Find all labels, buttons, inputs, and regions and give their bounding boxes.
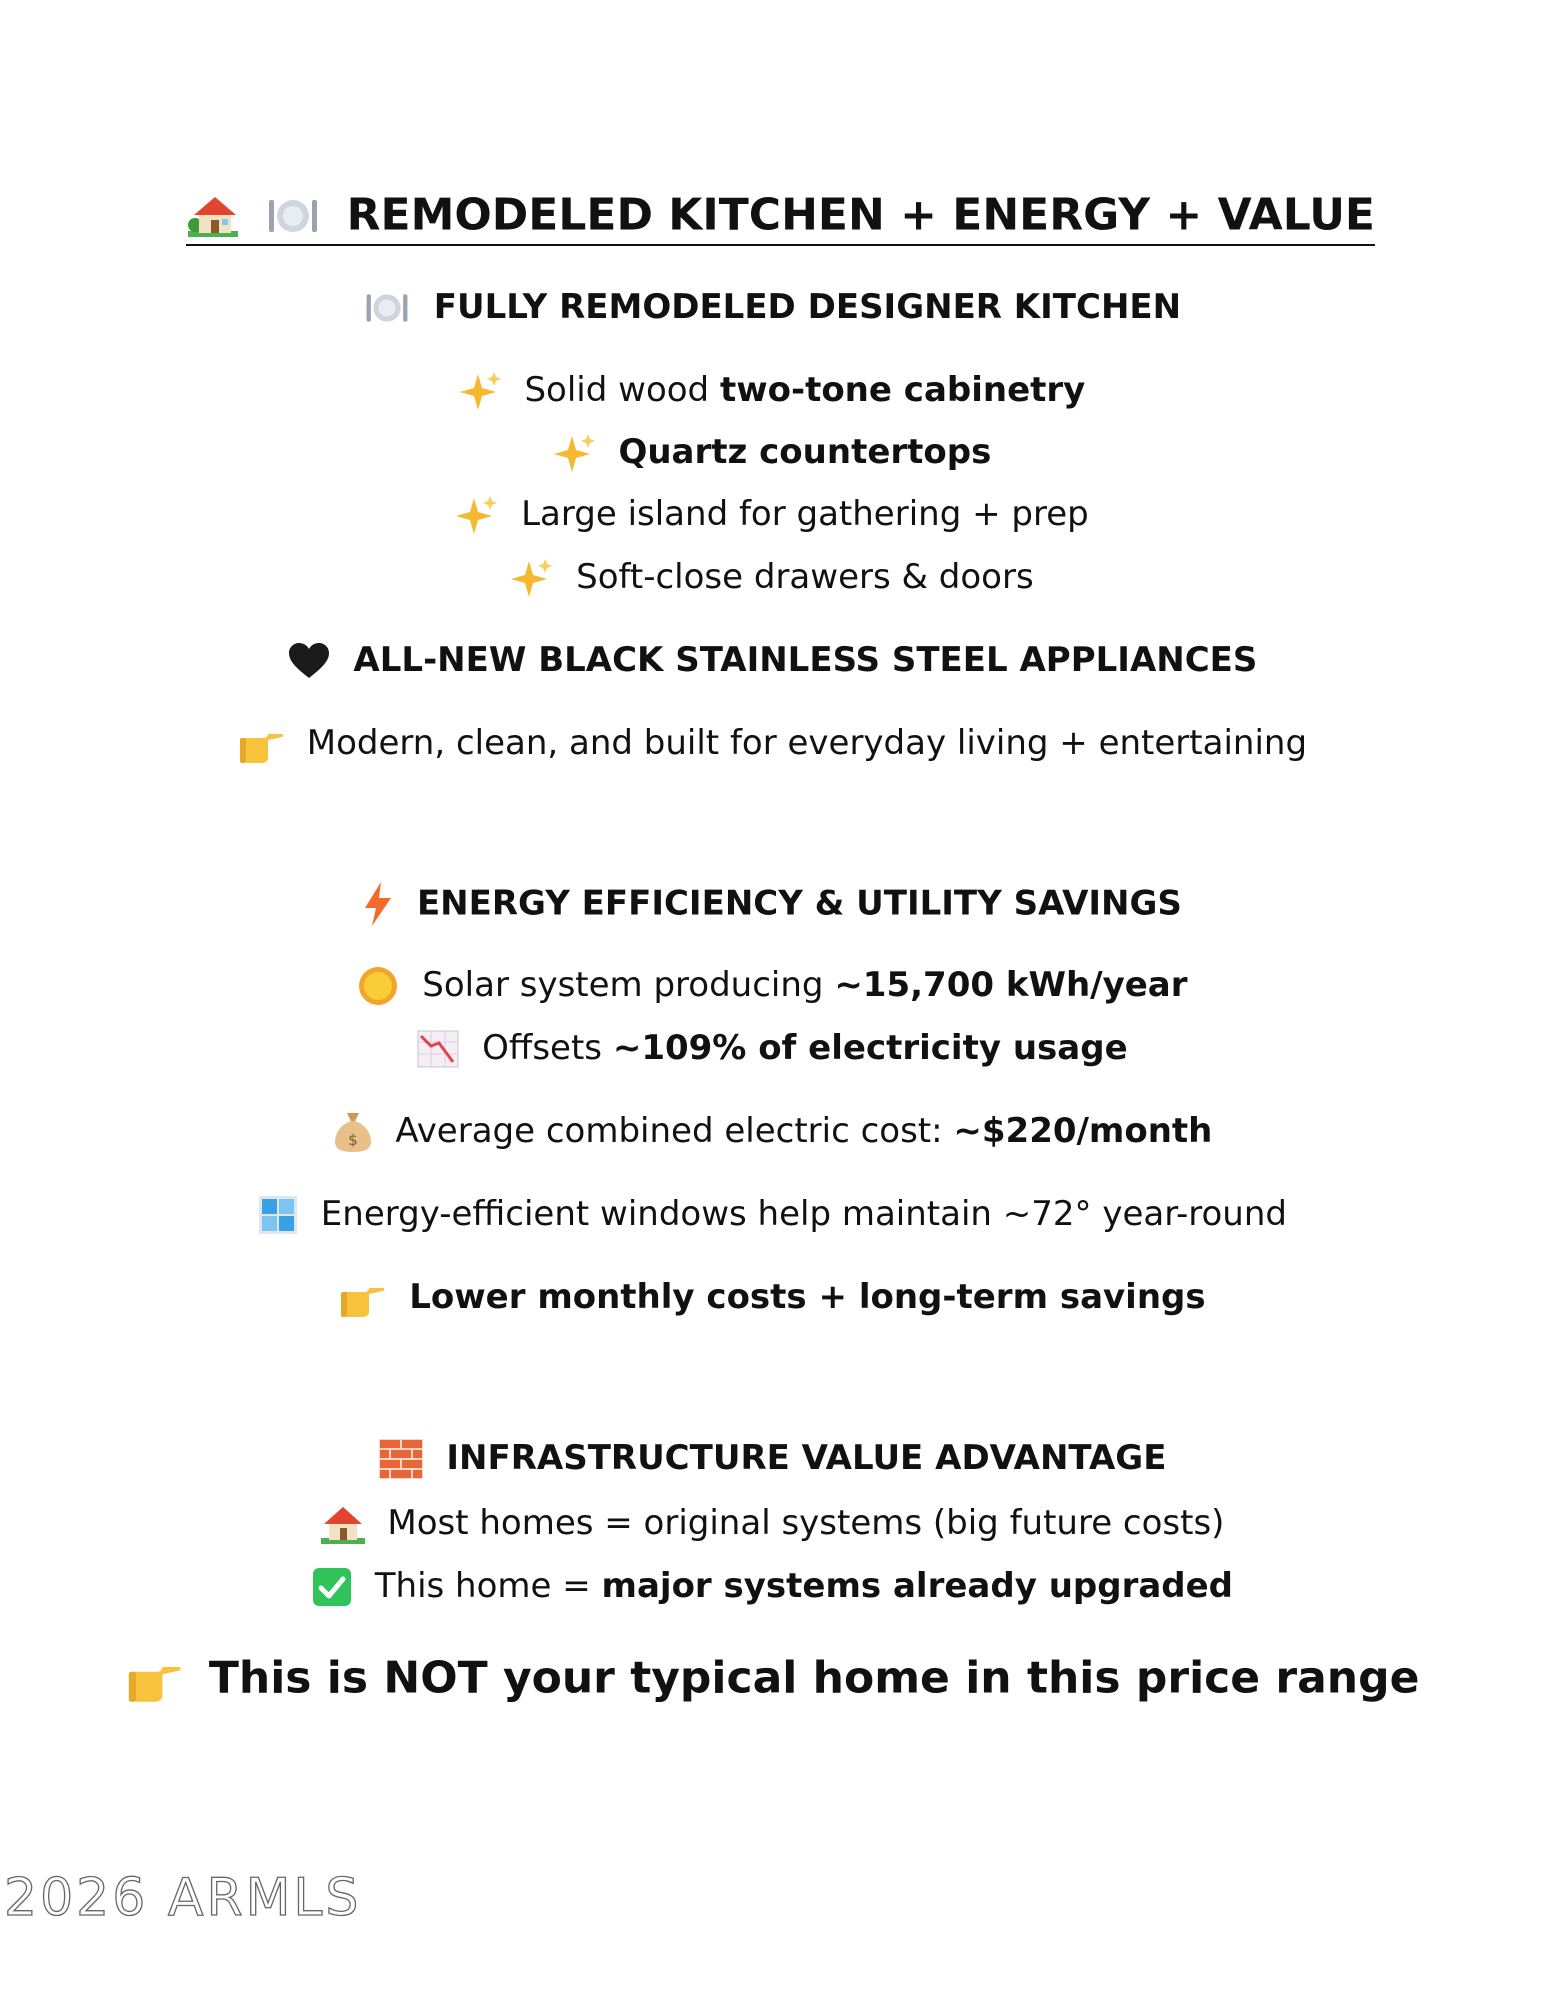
house-icon <box>186 193 240 239</box>
infrastructure-heading-text: INFRASTRUCTURE VALUE ADVANTAGE <box>446 1438 1167 1479</box>
sparkles-icon <box>460 370 502 412</box>
svg-text:$: $ <box>347 1130 358 1149</box>
page-title <box>186 188 1375 246</box>
item-bold: ~109% of electricity usage <box>612 1028 1128 1069</box>
closing-statement <box>0 1651 1545 1705</box>
list-item <box>0 1502 1545 1544</box>
item-plain: Large island for gathering + prep <box>521 494 1089 535</box>
closing-text: This is NOT your typical home in this price range <box>208 1652 1420 1704</box>
title-text: REMODELED KITCHEN + ENERGY + VALUE <box>346 189 1375 241</box>
item-plain: Soft-close drawers & doors <box>576 557 1034 598</box>
energy-heading-text: ENERGY EFFICIENCY & UTILITY SAVINGS <box>416 883 1182 924</box>
most-homes-text: Most homes = original systems (big future costs) <box>387 1503 1225 1544</box>
sparkles-icon <box>511 557 553 599</box>
item-bold: Quartz countertops <box>618 432 992 473</box>
check-icon <box>312 1567 352 1607</box>
kitchen-heading-text: FULLY REMODELED DESIGNER KITCHEN <box>433 287 1182 328</box>
list-item <box>0 556 1545 599</box>
item-bold: ~15,700 kWh/year <box>834 965 1188 1006</box>
black-heart-icon <box>288 642 330 680</box>
house-icon <box>321 1504 365 1544</box>
summary-text: Lower monthly costs + long-term savings <box>409 1277 1206 1318</box>
pointing-hand-icon <box>238 724 284 764</box>
list-item <box>0 1110 1545 1153</box>
window-icon <box>258 1195 298 1235</box>
list-item <box>0 1193 1545 1235</box>
item-bold: two-tone cabinetry <box>719 370 1086 411</box>
energy-heading <box>0 882 1545 926</box>
appliances-heading-text: ALL-NEW BLACK STAINLESS STEEL APPLIANCES <box>353 640 1258 681</box>
list-item <box>0 431 1545 474</box>
sparkles-icon <box>456 494 498 536</box>
list-item <box>0 964 1545 1007</box>
pointing-hand-icon <box>126 1655 182 1703</box>
plate-icon <box>364 291 410 325</box>
kitchen-heading <box>0 286 1545 328</box>
appliances-heading <box>0 639 1545 681</box>
watermark: 2026 ARMLS <box>4 1868 362 1928</box>
list-item <box>0 1565 1545 1607</box>
item-plain: Offsets <box>482 1028 613 1069</box>
list-item <box>0 1027 1545 1069</box>
sun-icon <box>357 965 399 1007</box>
item-bold: major systems already upgraded <box>601 1566 1234 1607</box>
chart-down-icon <box>417 1030 459 1068</box>
windows-text: Energy-efficient windows help maintain ~72° year-round <box>320 1194 1287 1235</box>
item-bold: ~$220/month <box>953 1111 1213 1152</box>
item-plain: Average combined electric cost: <box>395 1111 954 1152</box>
item-plain: This home = <box>374 1566 602 1607</box>
sparkles-icon <box>554 432 596 474</box>
plate-icon <box>267 196 319 236</box>
summary-text: Modern, clean, and built for everyday living + entertaining <box>306 723 1308 764</box>
energy-summary <box>0 1276 1545 1318</box>
list-item <box>0 369 1545 412</box>
item-plain: Solar system producing <box>422 965 835 1006</box>
kitchen-summary <box>0 722 1545 764</box>
money-bag-icon <box>333 1111 373 1153</box>
pointing-hand-icon <box>339 1278 385 1318</box>
list-item <box>0 493 1545 536</box>
lightning-icon <box>363 882 393 926</box>
bricks-icon <box>379 1439 423 1479</box>
item-plain: Solid wood <box>524 370 720 411</box>
infrastructure-heading <box>0 1437 1545 1479</box>
